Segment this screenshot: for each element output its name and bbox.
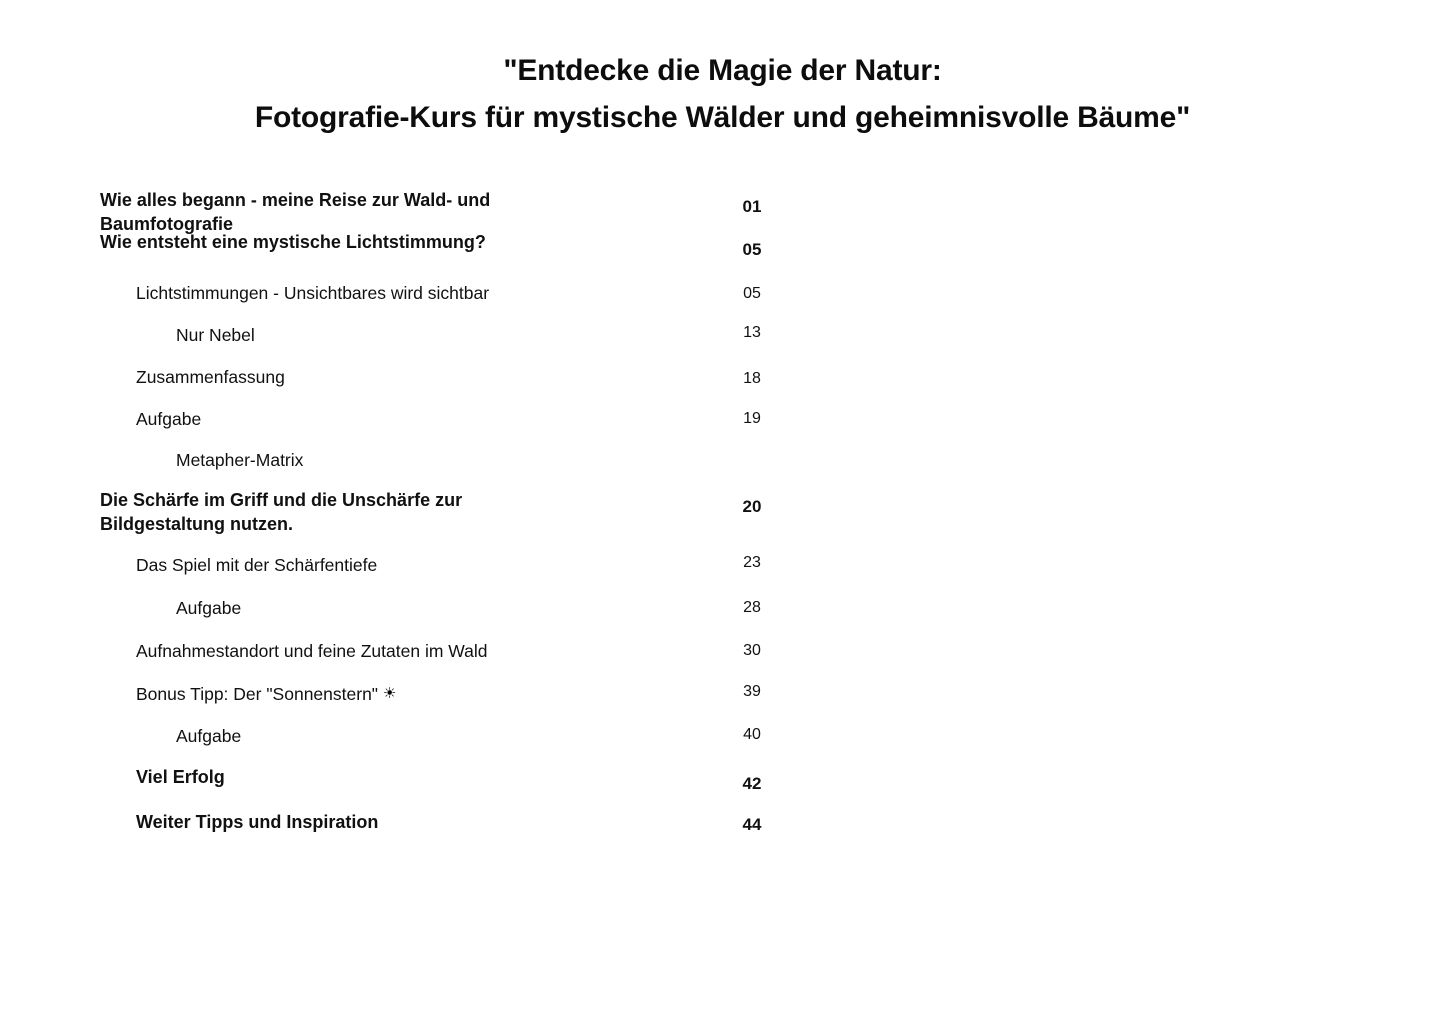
toc-entry[interactable]	[100, 488, 800, 536]
toc-entry-page-number: 44	[742, 815, 762, 834]
toc-entry[interactable]	[100, 449, 800, 491]
toc-entry[interactable]	[100, 231, 800, 273]
toc-entry-label: Nur Nebel	[176, 325, 255, 345]
toc-entry-page-number: 23	[743, 554, 761, 571]
toc-entry-label: Aufgabe	[176, 598, 242, 618]
page-title	[0, 48, 1445, 142]
toc-entry-label: Aufnahmestandort und feine Zutaten im Wald	[136, 641, 488, 661]
toc-entry-label: Wie entsteht eine mystische Lichtstimmung?	[100, 232, 486, 252]
toc-entry-label: Das Spiel mit der Schärfentiefe	[136, 555, 378, 575]
title-line-2: Fotografie-Kurs für mystische Wälder und geheimnisvolle Bäume"	[254, 101, 1191, 134]
toc-entry-page-number: 13	[743, 324, 761, 341]
toc-entry[interactable]	[100, 324, 800, 366]
toc-entry-label: Aufgabe	[136, 409, 202, 429]
toc-entry-page-number: 05	[742, 240, 762, 259]
toc-entry-label: Lichtstimmungen - Unsichtbares wird sichtbar	[136, 283, 490, 303]
toc-entry-page-number: 42	[742, 774, 762, 793]
toc-entry-page-number: 18	[743, 370, 761, 387]
toc-entry-page-number: 30	[743, 642, 761, 659]
toc-entry-label: Bonus Tipp: Der "Sonnenstern"	[136, 684, 383, 704]
toc-entry[interactable]	[100, 811, 800, 853]
toc-entry-label: Viel Erfolg	[136, 767, 225, 787]
toc-entry[interactable]	[100, 554, 800, 596]
toc-entry[interactable]	[100, 282, 800, 324]
toc-entry[interactable]	[100, 683, 800, 725]
toc-entry-label: Metapher-Matrix	[176, 450, 304, 470]
toc-entry[interactable]	[100, 640, 800, 682]
toc-entry-label: Weiter Tipps und Inspiration	[136, 812, 379, 832]
toc-entry-page-number: 19	[743, 410, 761, 427]
toc-entry-page-number: 39	[743, 683, 761, 700]
toc-entry-label: Wie alles begann - meine Reise zur Wald- und Baumfotografie	[100, 190, 496, 234]
title-line-1: "Entdecke die Magie der Natur:	[503, 54, 942, 87]
toc-entry[interactable]	[100, 366, 800, 408]
toc-entry[interactable]	[100, 408, 800, 450]
toc-entry-label: Zusammenfassung	[136, 367, 285, 387]
toc-entry-page-number: 28	[743, 599, 761, 616]
toc-entry[interactable]	[100, 188, 800, 236]
toc-entry-label: Aufgabe	[176, 726, 242, 746]
toc-entry-page-number: 01	[742, 197, 762, 216]
toc-entry-page-number: 20	[742, 497, 762, 516]
toc-entry[interactable]	[100, 766, 800, 808]
toc-entry[interactable]	[100, 597, 800, 639]
toc-entry-page-number: 40	[743, 726, 761, 743]
toc-entry-page-number: 05	[743, 285, 761, 302]
toc-entry[interactable]	[100, 725, 800, 767]
sun-icon: ☀	[382, 685, 397, 702]
toc-entry-label: Die Schärfe im Griff und die Unschärfe zur Bildgestaltung nutzen.	[100, 490, 468, 534]
